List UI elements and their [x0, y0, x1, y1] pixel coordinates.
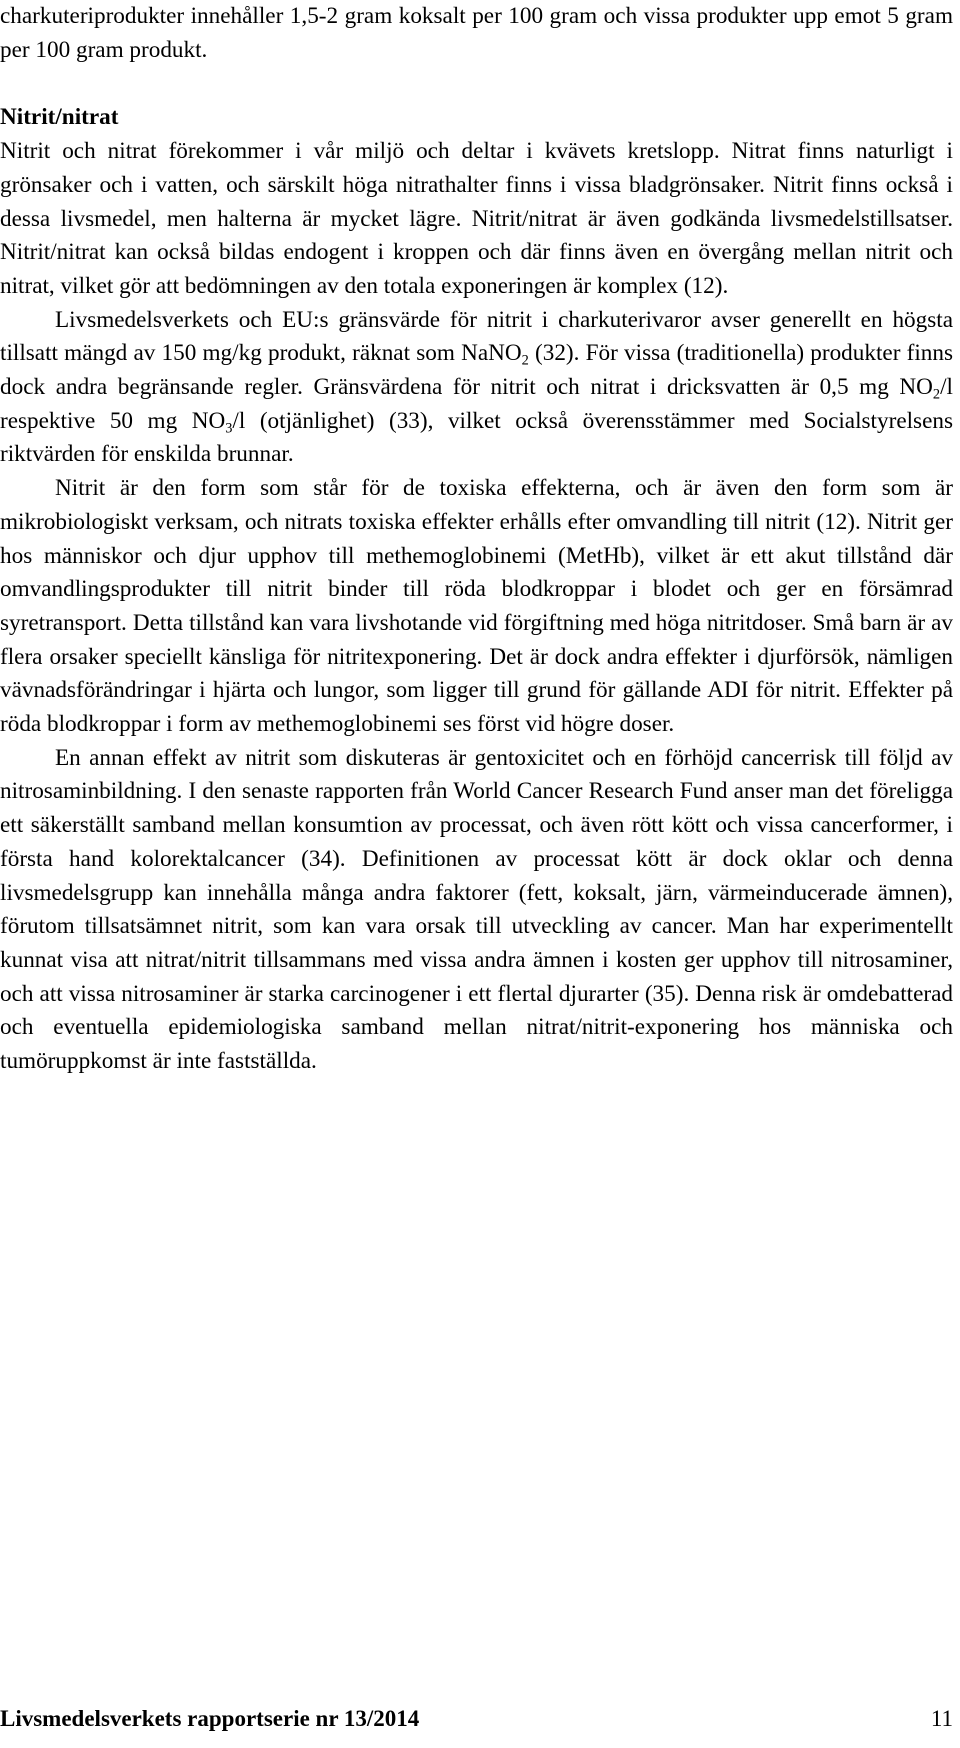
paragraph-toxicity: Nitrit är den form som står för de toxiska effekterna, och är även den form som är mikrobiologiskt verksam, och nitrats toxiska effekter erhålls efter omvandling till nitrit (12). Nitrit ger hos människor och djur upphov till methemoglobinemi (MetHb), vilket är ett akut tillstånd där omvandlingsprodukter till nitrit binder till röda blodkroppar i blodet och ger en försämrad syretransport. Detta tillstånd kan vara livshotande vid förgiftning med höga nitritdoser. Små barn är av flera orsaker speciellt känsliga för nitritexponering. Det är dock andra effekter i djurförsök, nämligen vävnadsförändringar i hjärta och lungor, som ligger till grund för gällande ADI för nitrit. Effekter på röda blodkroppar i form av methemoglobinemi ses först vid högre doser.	[0, 475, 953, 738]
paragraph-cancer: En annan effekt av nitrit som diskuteras är gentoxicitet och en förhöjd cancerrisk till följd av nitrosaminbildning. I den senaste rapporten från World Cancer Research Fund anser man det föreligga ett säkerställt samband mellan konsumtion av processat, och även rött kött och vissa cancerformer, i första hand kolorektalcancer (34). Definitionen av processat kött är dock oklar och denna livsmedelsgrupp kan innehålla många andra faktorer (fett, koksalt, järn, värmeinducerade ämnen), förutom tillsatsämnet nitrit, som kan vara orsak till utveckling av cancer. Man har experimentellt kunnat visa att nitrat/nitrit tillsammans med vissa andra ämnen i kosten ger upphov till nitrosaminer, och att vissa nitrosaminer är starka carcinogener i ett flertal djurarter (35). Denna risk är omdebatterad och eventuella epidemiologiska samband mellan nitrat/nitrit-exponering hos människa och tumöruppkomst är inte fastställda.	[0, 744, 953, 1075]
limits-text-d: /l (otjänlighet) (33), vilket också överensstämmer med Socialstyrelsens riktvärden för enskilda brunnar.	[0, 407, 953, 468]
section-heading: Nitrit/nitrat	[0, 104, 119, 131]
paragraph-continuation: charkuteriprodukter innehåller 1,5-2 gram koksalt per 100 gram och vissa produkter upp emot 5 gram per 100 gram produkt.	[0, 3, 953, 63]
limits-text-c: /l respektive 50 mg NO	[0, 374, 953, 434]
subscript-3: 3	[225, 420, 233, 437]
subscript-2a: 2	[521, 352, 529, 369]
subscript-2b: 2	[932, 386, 941, 403]
limits-text-b: (32). För vissa (traditionella) produkter finns dock andra begränsande regler. Gränsvärdena för nitrit och nitrat i dricksvatten är 0,5 mg NO	[0, 340, 953, 401]
page-number: 11	[930, 1706, 953, 1731]
report-series: Livsmedelsverkets rapportserie nr 13/2014	[0, 1706, 420, 1731]
paragraph-intro: Nitrit och nitrat förekommer i vår miljö och deltar i kvävets kretslopp. Nitrat finns naturligt i grönsaker och i vatten, och särskilt höga nitrathalter finns i vissa bladgrönsaker. Nitrit finns också i dessa livsmedel, men halterna är mycket lägre. Nitrit/nitrat är även godkända livsmedelstillsatser. Nitrit/nitrat kan också bildas endogent i kroppen och där finns även en övergång mellan nitrit och nitrat, vilket gör att bedömningen av den totala exponeringen är komplex (12).	[0, 138, 953, 299]
paragraph-gap	[0, 67, 953, 101]
paragraph-limits	[0, 304, 953, 473]
page-footer	[0, 1704, 953, 1734]
limits-text-a: Livsmedelsverkets och EU:s gränsvärde för nitrit i charkuterivaror avser generellt en högsta tillsatt mängd av 150 mg/kg produkt, räknat som NaNO	[0, 306, 953, 367]
